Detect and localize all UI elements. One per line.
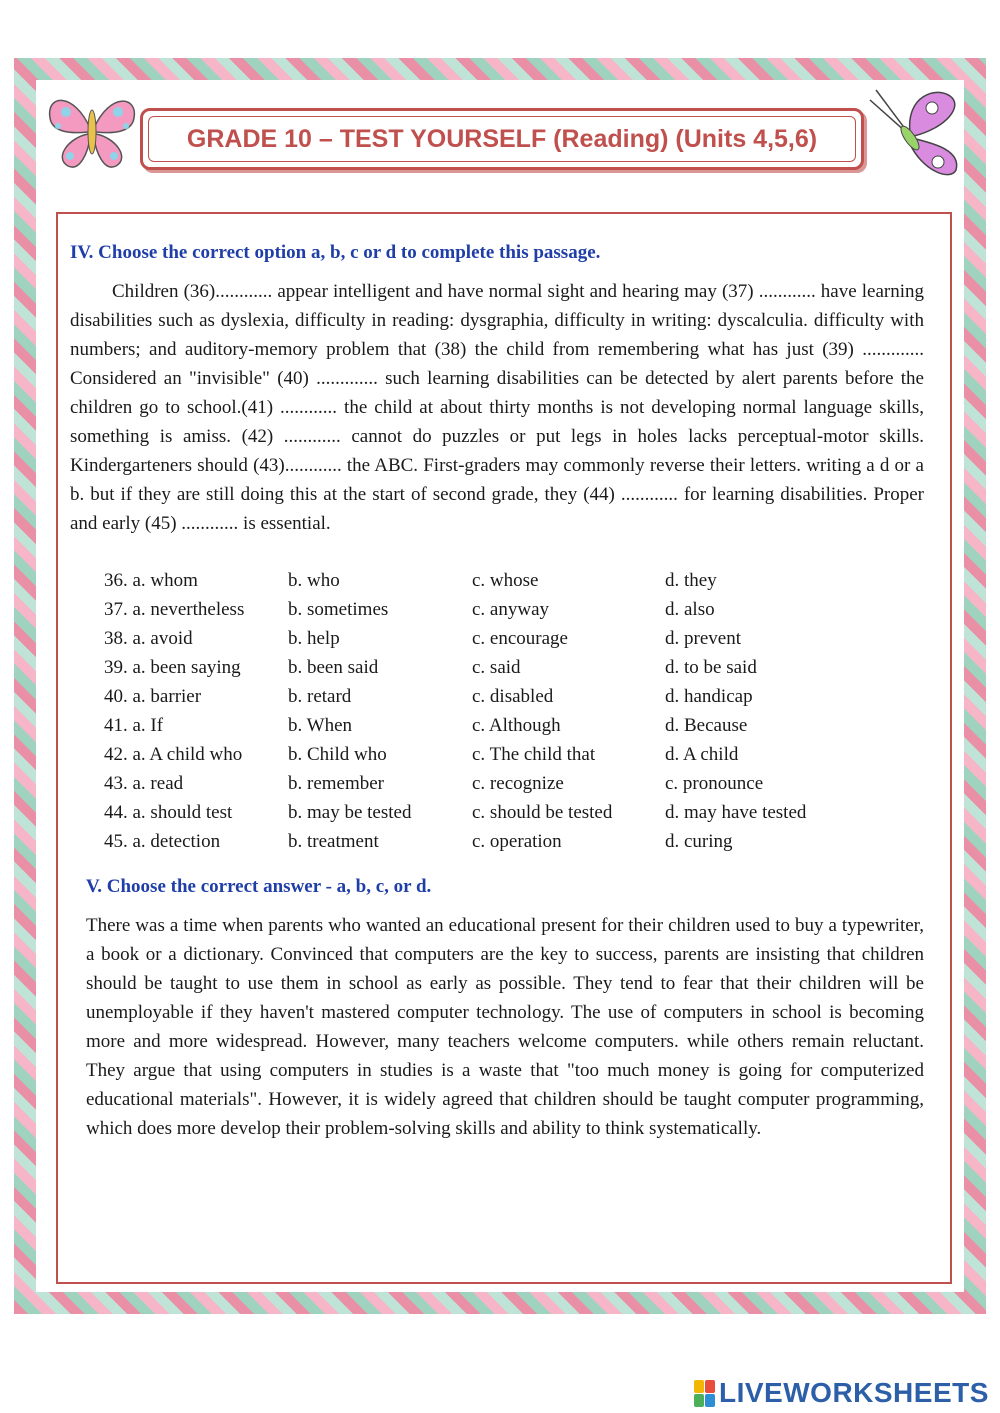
question-row-43	[104, 769, 845, 798]
section-4-passage-text: Children (36)............ appear intelligent and have normal sight and hearing may (37) ............ have learning disabilities such as dyslexia, difficulty in reading: dysgraphia, difficulty in writing: dyscalculia. difficulty with numbers; and auditory-memory problem that (38) the child from remembering what has just (39) ............. Considered an "invisible" (40) ............. such learning disabilities can be detected by alert parents before the children go to school.(41) ............ the child at about thirty months is not developing normal language skills, something is amiss. (42) ............ cannot do puzzles or put legs in holes lacks perceptual-motor skills. Kindergarteners should (43)............ the ABC. First-graders may commonly reverse their letters. writing a d or a b. but if they are still doing this at the start of second grade, they (44) ............ for learning disabilities. Proper and early (45) ............ is essential.	[70, 281, 924, 534]
page-title: GRADE 10 – TEST YOURSELF (Reading) (Units 4,5,6)	[186, 125, 818, 153]
question-row-37	[104, 595, 845, 624]
option-b: b. sometimes	[288, 598, 389, 620]
option-c: c. operation	[472, 830, 562, 852]
option-b: b. When	[288, 714, 353, 736]
question-row-40	[104, 682, 845, 711]
pink-butterfly-icon	[44, 88, 140, 172]
option-c: c. The child that	[472, 743, 596, 765]
liveworksheets-logo	[694, 1378, 989, 1408]
option-d: d. A child	[665, 743, 739, 765]
option-a: 39. a. been saying	[104, 656, 241, 678]
option-b: b. help	[288, 627, 340, 649]
option-c: c. anyway	[472, 598, 550, 620]
logo-text: LIVEWORKSHEETS	[719, 1377, 989, 1408]
option-a: 42. a. A child who	[104, 743, 243, 765]
option-a: 40. a. barrier	[104, 685, 202, 707]
option-d: d. prevent	[665, 627, 741, 649]
option-d: d. to be said	[665, 656, 757, 678]
option-c: c. Although	[472, 714, 561, 736]
option-a: 37. a. nevertheless	[104, 598, 245, 620]
section-4-heading: IV. Choose the correct option a, b, c or d to complete this passage.	[70, 242, 601, 263]
question-row-38	[104, 624, 845, 653]
option-b: b. treatment	[288, 830, 379, 852]
option-b: b. remember	[288, 772, 385, 794]
title-box	[140, 108, 864, 170]
question-row-39	[104, 653, 845, 682]
answer-options-table	[104, 566, 845, 856]
option-a: 41. a. If	[104, 714, 164, 736]
liveworksheets-logo-icon	[694, 1380, 715, 1407]
option-c: c. encourage	[472, 627, 568, 649]
option-d: d. handicap	[665, 685, 753, 707]
option-b: b. who	[288, 569, 340, 591]
section-4-passage	[70, 277, 924, 538]
option-d: d. curing	[665, 830, 733, 852]
option-b: b. may be tested	[288, 801, 412, 823]
purple-butterfly-icon	[866, 86, 966, 182]
option-a: 36. a. whom	[104, 569, 198, 591]
option-b: b. Child who	[288, 743, 387, 765]
question-row-44	[104, 798, 845, 827]
section-5-passage: There was a time when parents who wanted an educational present for their children used to buy a typewriter, a book or a dictionary. Convinced that computers are the key to success, parents are insisting that children should be taught to use them in school as early as possible. They tend to fear that their children will be unemployable if they haven't mastered computer technology. The use of computers in school is becoming more and more widespread. However, many teachers welcome computers. while others remain reluctant. They argue that using computers in studies is a waste that "too much money is going for computerized educational materials". However, it is widely agreed that children should be taught computer programming, which does more develop their problem-solving skills and ability to think systematically.	[86, 915, 924, 1139]
option-c: c. said	[472, 656, 521, 678]
option-c: c. recognize	[472, 772, 564, 794]
option-c: c. disabled	[472, 685, 554, 707]
option-d: d. may have tested	[665, 801, 807, 823]
option-c: c. whose	[472, 569, 539, 591]
option-a: 44. a. should test	[104, 801, 233, 823]
option-a: 43. a. read	[104, 772, 184, 794]
option-d: d. also	[665, 598, 715, 620]
option-b: b. retard	[288, 685, 352, 707]
section-5-heading: V. Choose the correct answer - a, b, c, or d.	[86, 876, 432, 897]
option-d: d. Because	[665, 714, 748, 736]
option-a: 38. a. avoid	[104, 627, 193, 649]
option-d: c. pronounce	[665, 772, 764, 794]
option-b: b. been said	[288, 656, 379, 678]
option-a: 45. a. detection	[104, 830, 221, 852]
question-row-41	[104, 711, 845, 740]
question-row-42	[104, 740, 845, 769]
option-d: d. they	[665, 569, 717, 591]
option-c: c. should be tested	[472, 801, 613, 823]
question-row-36	[104, 566, 845, 595]
question-row-45	[104, 827, 845, 856]
